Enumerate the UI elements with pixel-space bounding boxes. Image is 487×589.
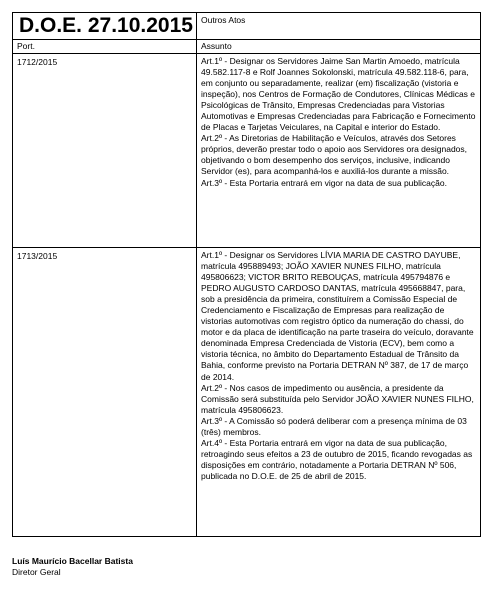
article-paragraph: Art.1º - Designar os Servidores LÍVIA MARIA DE CASTRO DAYUBE, matrícula 495889493; JOÃO XAVIER NUNES FILHO, matrícula 495806623; VICTOR BRITO REBOUÇAS, matrícula 495794876 e PEDRO AUGUSTO CARDOSO DANTAS, matrícula 495668847, para, sob a presidência da primeira, constituírem a Comissão Especial de Credenciamento e Fiscalização de Empresas para realização de vistorias automotivas com registro óptico da numeração do chassi, do motor e da placa de identificação na parte traseira do veículo, doravante denominada Empresa Credenciada de Vistoria (ECV), bem como a vistoria técnica, no âmbito do Departamento Estadual de Trânsito da Bahia, conforme previsto na Portaria DETRAN Nº 387, de 17 de março de 2014. — [201, 250, 474, 382]
column-header-row — [13, 40, 481, 54]
signatory-name: Luís Maurício Bacellar Batista — [12, 556, 133, 566]
article-paragraph: Art.3º - A Comissão só poderá deliberar com a presença mínima de 03 (três) membros. — [201, 415, 467, 437]
portarias-table — [12, 12, 481, 537]
document-title: D.O.E. 27.10.2015 — [19, 14, 193, 37]
subject-cell — [197, 248, 481, 537]
subject-cell — [197, 54, 481, 248]
column-header-subject — [197, 40, 481, 54]
article-paragraph: Art.3º - Esta Portaria entrará em vigor na data de sua publicação. — [201, 177, 447, 188]
signature-block — [12, 556, 133, 578]
column-header-port-label: Port. — [17, 41, 35, 51]
port-number: 1712/2015 — [17, 57, 58, 67]
article-paragraph: Art.2º - Nos casos de impedimento ou ausência, a presidente da Comissão será substituída pelo Servidor JOÃO XAVIER NUNES FILHO, matrícula 495806623. — [201, 382, 474, 415]
port-number-cell — [13, 248, 197, 537]
column-header-port — [13, 40, 197, 54]
article-paragraph: Art.4º - Esta Portaria entrará em vigor na data de sua publicação, retroagindo seus efeitos a 23 de outubro de 2015, ficando revogadas as disposições em contrário, notadamente a Portaria DETRAN Nº 506, publicada no D.O.E. de 25 de abril de 2015. — [201, 437, 473, 481]
column-header-subject-label: Assunto — [201, 41, 232, 51]
section-cell — [197, 13, 481, 40]
port-number-cell — [13, 54, 197, 248]
table-title-row — [13, 13, 481, 40]
section-label: Outros Atos — [201, 15, 246, 25]
article-paragraph: Art.1º - Designar os Servidores Jaime San Martin Amoedo, matrícula 49.582.117-8 e Rolf Joannes Sokolonski, matrícula 49.582.118-6, para, em conjunto ou separadamente, realizar (em) fiscalização (vistoria e inspeção), nos Centros de Formação de Condutores, Clínicas Médicas e Psicológicas de Trânsito, Empresas Credenciadas para Vistorias Automotivas e Empresas Credenciadas para Fabricação e Fornecimento de Placas e Tarjetas Veiculares, na Capital e interior do Estado. — [201, 56, 476, 133]
title-cell — [13, 13, 197, 40]
port-number: 1713/2015 — [17, 251, 58, 261]
table-row — [13, 54, 481, 248]
article-paragraph: Art.2º - As Diretorias de Habilitação e Veículos, através dos Setores próprios, deverão prestar todo o apoio aos Servidores ora designados, objetivando o bom desempenho dos serviços, inclusive, indicando Servidor (es), para acompanhá-los e auxiliá-los durante a missão. — [201, 133, 468, 177]
table-row — [13, 248, 481, 537]
signatory-role: Diretor Geral — [12, 567, 61, 577]
